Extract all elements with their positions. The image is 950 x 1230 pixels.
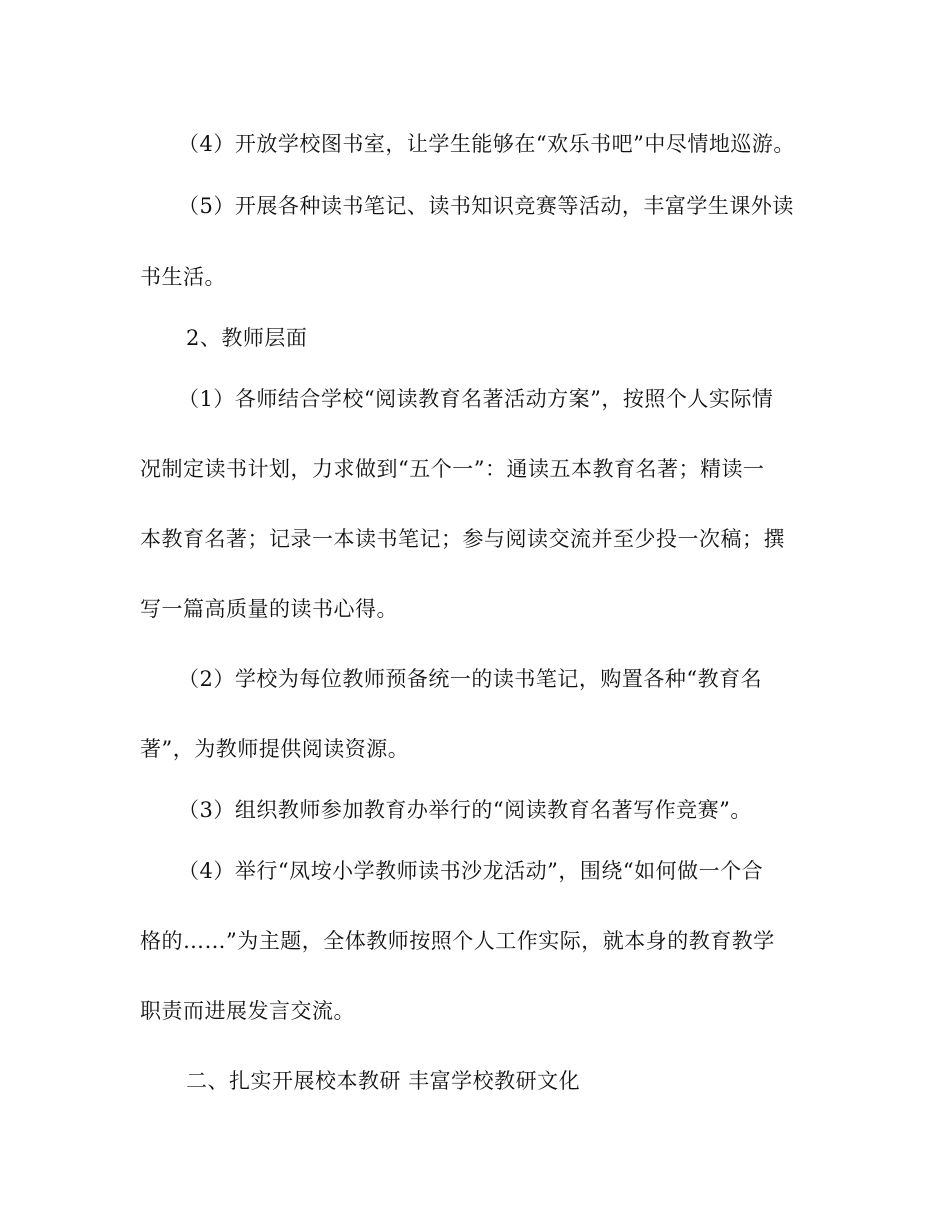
paragraph-line: 本教育名著；记录一本读书笔记；参与阅读交流并至少投一次稿；撰 <box>140 527 785 551</box>
paragraph-line: 著”，为教师提供阅读资源。 <box>140 737 410 761</box>
section-heading: 二、扎实开展校本教研 丰富学校教研文化 <box>186 1069 581 1093</box>
paragraph-line: 况制定读书计划，力求做到“五个一”：通读五本教育名著；精读一 <box>140 457 765 481</box>
paragraph-line: 格的……”为主题，全体教师按照个人工作实际，就本身的教育教学 <box>140 929 775 953</box>
section-heading: 2、教师层面 <box>186 326 308 350</box>
paragraph-line: 写一篇高质量的读书心得。 <box>140 597 398 621</box>
paragraph-line: 书生活。 <box>140 265 226 289</box>
paragraph-line: 职责而进展发言交流。 <box>140 999 355 1023</box>
paragraph-line: （5）开展各种读书笔记、读书知识竞赛等活动，丰富学生课外读 <box>178 194 794 218</box>
paragraph-line: （3）组织教师参加教育办举行的“阅读教育名著写作竞赛”。 <box>178 798 752 822</box>
paragraph-line: （1）各师结合学校“阅读教育名著活动方案”，按照个人实际情 <box>178 387 774 411</box>
paragraph-line: （4）举行“凤垵小学教师读书沙龙活动”，围绕“如何做一个合 <box>178 859 764 883</box>
paragraph-line: （2）学校为每位教师预备统一的读书笔记，购置各种“教育名 <box>178 667 763 691</box>
paragraph-line: （4）开放学校图书室，让学生能够在“欢乐书吧”中尽情地巡游。 <box>178 132 795 156</box>
